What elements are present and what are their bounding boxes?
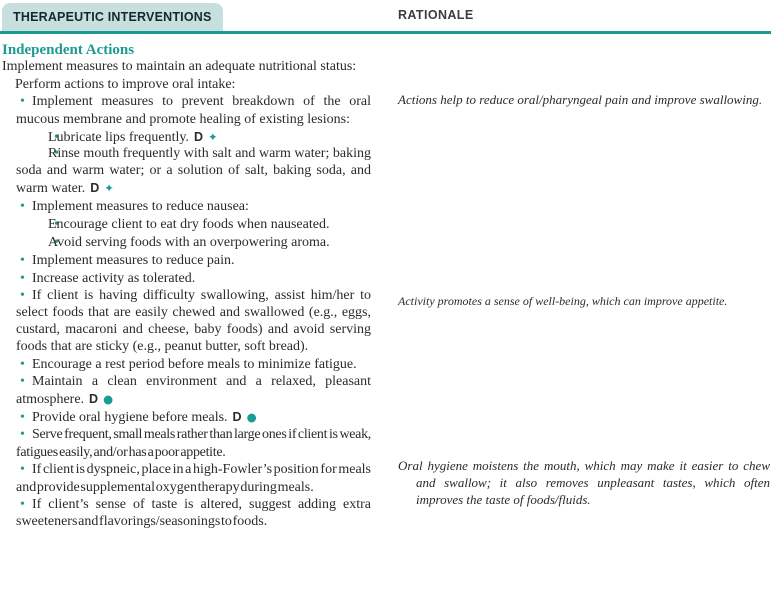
intervention-item: [2, 146, 371, 198]
priority-marker-icon: ●: [103, 392, 114, 407]
item-text: Serve frequent, small meals rather than large ones if client is weak, fatigues easily, and/or has a poor appetite.: [16, 426, 371, 460]
item-text: Avoid serving foods with an overpowering aroma.: [48, 234, 330, 250]
item-text: Provide oral hygiene before meals.: [32, 410, 228, 426]
bullet-icon: [18, 199, 32, 216]
intervention-item: [2, 497, 371, 532]
bullet-icon: [18, 357, 32, 374]
item-text: Encourage client to eat dry foods when nauseated.: [48, 217, 330, 233]
bullet-icon: [18, 288, 32, 305]
bullet-icon: [35, 235, 48, 252]
intervention-item: [2, 427, 371, 462]
intervention-item: [2, 234, 371, 252]
rationale-item: Oral hygiene moistens the mouth, which may make it easier to chew and swallow; it also removes unpleasant tastes, which often improves the taste of foods/fluids.: [398, 458, 770, 507]
item-text: Maintain a clean environment and a relaxed, pleasant atmosphere.: [16, 374, 371, 408]
intervention-item: [2, 76, 371, 94]
item-text: Implement measures to prevent breakdown of the oral mucous membrane and promote healing of existing lesions:: [16, 93, 371, 127]
bullet-icon: [35, 146, 48, 163]
bullet-icon: [18, 253, 32, 270]
intro-paragraph: Implement measures to maintain an adequate nutritional status:: [2, 58, 357, 74]
bullet-icon: [4, 77, 15, 94]
section-heading: Independent Actions: [2, 42, 135, 58]
intervention-item: [2, 270, 371, 288]
intervention-item: [2, 94, 371, 129]
item-text: If client’s sense of taste is altered, suggest adding extra sweeteners and flavorings/seasonings to foods.: [16, 496, 371, 530]
interventions-column: [2, 42, 371, 531]
bullet-icon: [35, 217, 48, 234]
bullet-icon: [18, 374, 32, 391]
rationale-item: Actions help to reduce oral/pharyngeal pain and improve swallowing.: [398, 92, 763, 107]
intervention-item: [2, 462, 371, 497]
priority-marker-icon: ●: [246, 410, 257, 425]
intervention-item: [2, 374, 371, 409]
bullet-icon: [18, 462, 32, 479]
interventions-tab-label: THERAPEUTIC INTERVENTIONS: [13, 10, 212, 24]
rationale-column-label: RATIONALE: [398, 8, 474, 22]
column-header-rule: [0, 31, 771, 34]
priority-marker-icon: ✦: [104, 181, 114, 196]
item-text: Perform actions to improve oral intake:: [15, 76, 236, 92]
intervention-item: [2, 356, 371, 374]
item-text: Rinse mouth frequently with salt and warm water; baking soda and warm water; or a solution of salt, baking soda, and warm water.: [16, 146, 371, 197]
bullet-icon: [18, 410, 32, 427]
item-text: Implement measures to reduce nausea:: [32, 199, 249, 215]
rationale-item: Activity promotes a sense of well-being, which can improve appetite.: [398, 294, 728, 308]
delegation-marker: D: [90, 181, 100, 196]
delegation-marker: D: [89, 392, 99, 407]
item-text: Lubricate lips frequently.: [48, 129, 189, 145]
intervention-item: [2, 198, 371, 216]
bullet-icon: [18, 94, 32, 111]
intervention-item: [2, 288, 371, 357]
intervention-item: [2, 252, 371, 270]
bullet-icon: [35, 130, 48, 147]
priority-marker-icon: ✦: [208, 129, 218, 144]
item-text: Encourage a rest period before meals to minimize fatigue.: [32, 357, 357, 373]
item-text: If client is having difficulty swallowing, assist him/her to select foods that are easily chewed and swallowed (e.g., eggs, custard, macaroni and cheese, baby foods) and avoid serving foods that are sticky (e.g., peanut butter, soft bread).: [16, 287, 371, 355]
delegation-marker: D: [193, 129, 204, 144]
item-text: Implement measures to reduce pain.: [32, 252, 235, 268]
item-text: If client is dyspneic, place in a high-Fowler’s position for meals and provide supplemental oxygen therapy during meals.: [16, 461, 371, 495]
bullet-icon: [18, 497, 32, 514]
interventions-tab: [2, 3, 223, 31]
bullet-icon: [18, 271, 32, 288]
item-text: Increase activity as tolerated.: [32, 270, 196, 286]
delegation-marker: D: [232, 410, 242, 425]
intervention-item: [2, 129, 371, 147]
intervention-item: [2, 409, 371, 427]
bullet-icon: [18, 427, 32, 444]
intervention-item: [2, 216, 371, 234]
